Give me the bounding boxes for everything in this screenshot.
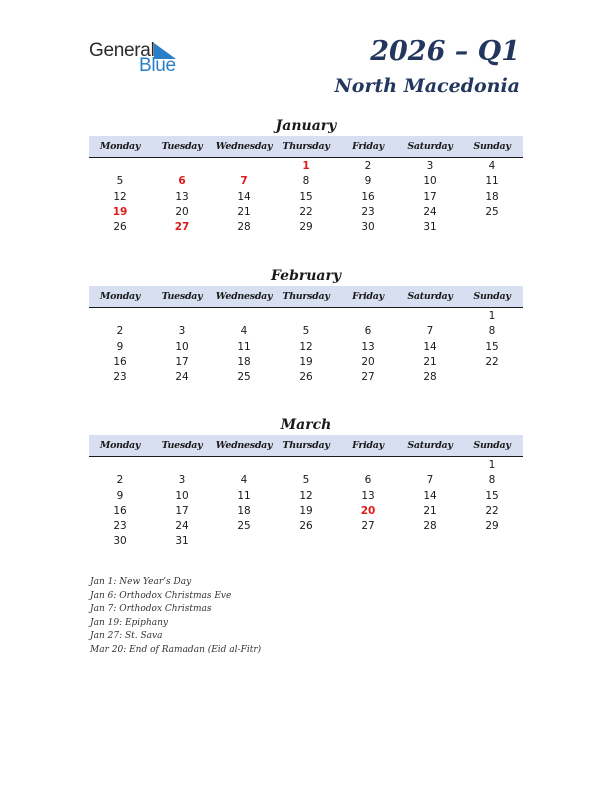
holiday-entry: Jan 1: New Year’s Day xyxy=(90,577,192,587)
calendar-date: 28 xyxy=(423,520,437,533)
week-row xyxy=(89,174,523,189)
calendar-date: 4 xyxy=(240,325,248,338)
calendar-date: 12 xyxy=(113,190,127,203)
calendar-date: 27 xyxy=(361,520,375,533)
calendar-date: 18 xyxy=(485,190,499,203)
weekday-header xyxy=(89,435,523,457)
calendar-date: 9 xyxy=(364,175,372,188)
calendar-date: 16 xyxy=(113,355,127,368)
holiday-entry: Jan 19: Epiphany xyxy=(90,617,168,628)
calendar-date: 13 xyxy=(175,190,189,203)
brand-logo xyxy=(89,40,189,76)
weekday-label: Wednesday xyxy=(215,440,273,451)
calendar-date xyxy=(89,159,151,174)
calendar-date xyxy=(461,220,523,235)
weekday-label: Friday xyxy=(352,440,384,451)
weekday-label: Tuesday xyxy=(161,440,203,451)
holiday-entry: Jan 7: Orthodox Christmas xyxy=(90,604,212,615)
calendar-date: 6 xyxy=(364,474,372,487)
page-title-quarter: 2026 – Q1 xyxy=(370,36,520,67)
calendar-date: 3 xyxy=(178,325,186,338)
calendar-date xyxy=(399,458,461,473)
weekday-label: Friday xyxy=(352,291,384,302)
calendar-date: 22 xyxy=(485,355,499,368)
calendar-date: 25 xyxy=(237,371,251,384)
calendar-date: 14 xyxy=(423,489,437,502)
calendar-date xyxy=(213,159,275,174)
calendar-date: 29 xyxy=(299,221,313,234)
calendar-date xyxy=(151,159,213,174)
calendar-date xyxy=(399,534,461,549)
weekday-label: Thursday xyxy=(282,291,330,302)
holiday-date: 6 xyxy=(178,175,186,188)
week-row xyxy=(89,309,523,324)
logo-text-blue: Blue xyxy=(139,55,176,76)
calendar-date: 3 xyxy=(178,474,186,487)
weekday-label: Monday xyxy=(99,141,141,152)
weeks xyxy=(89,457,523,550)
calendar-date: 27 xyxy=(361,371,375,384)
calendar-date: 13 xyxy=(361,489,375,502)
calendar-date: 7 xyxy=(426,325,434,338)
calendar-date xyxy=(337,458,399,473)
weekday-label: Tuesday xyxy=(161,291,203,302)
calendar-date: 16 xyxy=(113,504,127,517)
month-0 xyxy=(89,116,523,235)
holiday-date: 7 xyxy=(240,175,248,188)
calendar-date: 18 xyxy=(237,504,251,517)
month-1 xyxy=(89,266,523,385)
logo-text-general: General xyxy=(89,40,155,61)
calendar-date: 10 xyxy=(175,340,189,353)
calendar-date: 2 xyxy=(364,160,372,172)
calendar-date xyxy=(275,309,337,324)
week-row xyxy=(89,473,523,488)
month-name: February xyxy=(270,268,341,284)
weekday-header xyxy=(89,286,523,308)
weeks xyxy=(89,308,523,385)
calendar-date: 15 xyxy=(299,190,313,203)
calendar-date: 24 xyxy=(175,520,189,533)
week-row xyxy=(89,324,523,339)
calendar-date: 17 xyxy=(423,190,437,203)
calendar-date: 13 xyxy=(361,340,375,353)
calendar-date xyxy=(461,370,523,385)
holiday-entry: Mar 20: End of Ramadan (Eid al-Fitr) xyxy=(90,644,262,655)
week-row xyxy=(89,458,523,473)
calendar-date xyxy=(89,309,151,324)
calendar-date: 21 xyxy=(237,205,251,218)
calendar-date: 26 xyxy=(299,520,313,533)
weekday-label: Wednesday xyxy=(215,141,273,152)
holiday-entry: Jan 27: St. Sava xyxy=(90,631,163,642)
calendar-date: 10 xyxy=(175,489,189,502)
calendar-date xyxy=(461,534,523,549)
page-title-country: North Macedonia xyxy=(334,75,520,97)
calendar-date: 22 xyxy=(299,205,313,218)
calendar-date xyxy=(337,309,399,324)
calendar-date: 1 xyxy=(488,310,496,322)
weekday-label: Thursday xyxy=(282,141,330,152)
calendar-date: 29 xyxy=(485,520,499,533)
week-row xyxy=(89,190,523,205)
calendar-date xyxy=(275,534,337,549)
week-row xyxy=(89,340,523,355)
calendar-date: 1 xyxy=(488,459,496,471)
week-row xyxy=(89,489,523,504)
calendar-date: 20 xyxy=(361,355,375,368)
week-row xyxy=(89,370,523,385)
calendar-date xyxy=(275,458,337,473)
weekday-label: Thursday xyxy=(282,440,330,451)
calendar-date: 23 xyxy=(113,371,127,384)
weekday-label: Monday xyxy=(99,291,141,302)
calendar-date: 4 xyxy=(240,474,248,487)
weekday-label: Tuesday xyxy=(161,141,203,152)
calendar-date: 9 xyxy=(116,340,124,353)
calendar-date: 18 xyxy=(237,355,251,368)
calendar-date: 14 xyxy=(237,190,251,203)
month-2 xyxy=(89,415,523,550)
week-row xyxy=(89,534,523,549)
calendar-date: 31 xyxy=(175,535,189,548)
calendar-date xyxy=(151,458,213,473)
calendar-date: 19 xyxy=(299,355,313,368)
calendar-date: 21 xyxy=(423,504,437,517)
calendar-date: 25 xyxy=(237,520,251,533)
calendar-date xyxy=(337,534,399,549)
holiday-date: 19 xyxy=(112,205,128,218)
week-row xyxy=(89,159,523,174)
calendar-date: 4 xyxy=(488,160,496,172)
week-row xyxy=(89,220,523,235)
calendar-date: 15 xyxy=(485,340,499,353)
calendar-date: 24 xyxy=(175,371,189,384)
calendar-date xyxy=(151,309,213,324)
weekday-header xyxy=(89,136,523,158)
calendar-date: 26 xyxy=(113,221,127,234)
calendar-date xyxy=(399,309,461,324)
calendar-date: 8 xyxy=(488,325,496,338)
month-name: March xyxy=(280,417,332,433)
weekday-label: Wednesday xyxy=(215,291,273,302)
calendar-date xyxy=(213,309,275,324)
calendar-date: 12 xyxy=(299,340,313,353)
weekday-label: Sunday xyxy=(473,141,511,152)
weekday-label: Sunday xyxy=(473,440,511,451)
calendar-date: 30 xyxy=(113,535,127,548)
holiday-list xyxy=(90,576,261,658)
calendar-date xyxy=(213,534,275,549)
calendar-date: 24 xyxy=(423,205,437,218)
calendar-date: 28 xyxy=(423,371,437,384)
holiday-entry: Jan 6: Orthodox Christmas Eve xyxy=(90,590,232,601)
month-name: January xyxy=(275,118,337,134)
weekday-label: Saturday xyxy=(407,440,453,451)
calendar-date: 8 xyxy=(488,474,496,487)
calendar-date: 16 xyxy=(361,190,375,203)
calendar-date: 7 xyxy=(426,474,434,487)
calendar-date: 25 xyxy=(485,205,499,218)
calendar-date: 5 xyxy=(302,325,310,338)
calendar-date: 8 xyxy=(302,175,310,188)
calendar-date: 9 xyxy=(116,489,124,502)
calendar-date: 10 xyxy=(423,175,437,188)
calendar-date: 23 xyxy=(113,520,127,533)
calendar-date: 20 xyxy=(175,205,189,218)
holiday-date: 20 xyxy=(360,504,376,517)
weekday-label: Saturday xyxy=(407,291,453,302)
calendar-date: 3 xyxy=(426,160,434,172)
calendar-date: 19 xyxy=(299,504,313,517)
calendar-date: 17 xyxy=(175,355,189,368)
calendar-date: 26 xyxy=(299,371,313,384)
week-row xyxy=(89,504,523,519)
calendar-date: 23 xyxy=(361,205,375,218)
calendar-date: 2 xyxy=(116,325,124,338)
week-row xyxy=(89,519,523,534)
calendar-date: 6 xyxy=(364,325,372,338)
calendar-date xyxy=(213,458,275,473)
calendar-date: 11 xyxy=(237,489,251,502)
calendar-date: 12 xyxy=(299,489,313,502)
weekday-label: Saturday xyxy=(407,141,453,152)
calendar-date: 2 xyxy=(116,474,124,487)
weekday-label: Monday xyxy=(99,440,141,451)
calendar-date: 28 xyxy=(237,221,251,234)
weeks xyxy=(89,158,523,235)
week-row xyxy=(89,355,523,370)
calendar-date xyxy=(89,458,151,473)
calendar-date: 17 xyxy=(175,504,189,517)
calendar-date: 5 xyxy=(302,474,310,487)
weekday-label: Friday xyxy=(352,141,384,152)
calendar-date: 11 xyxy=(237,340,251,353)
calendar-date: 15 xyxy=(485,489,499,502)
calendar-date: 14 xyxy=(423,340,437,353)
holiday-date: 27 xyxy=(174,221,190,234)
calendar-date: 22 xyxy=(485,504,499,517)
calendar-date: 31 xyxy=(423,221,437,234)
calendar-date: 11 xyxy=(485,175,499,188)
calendar-date: 30 xyxy=(361,221,375,234)
holiday-date: 1 xyxy=(302,160,310,172)
weekday-label: Sunday xyxy=(473,291,511,302)
calendar-date: 5 xyxy=(116,175,124,188)
week-row xyxy=(89,205,523,220)
calendar-date: 21 xyxy=(423,355,437,368)
